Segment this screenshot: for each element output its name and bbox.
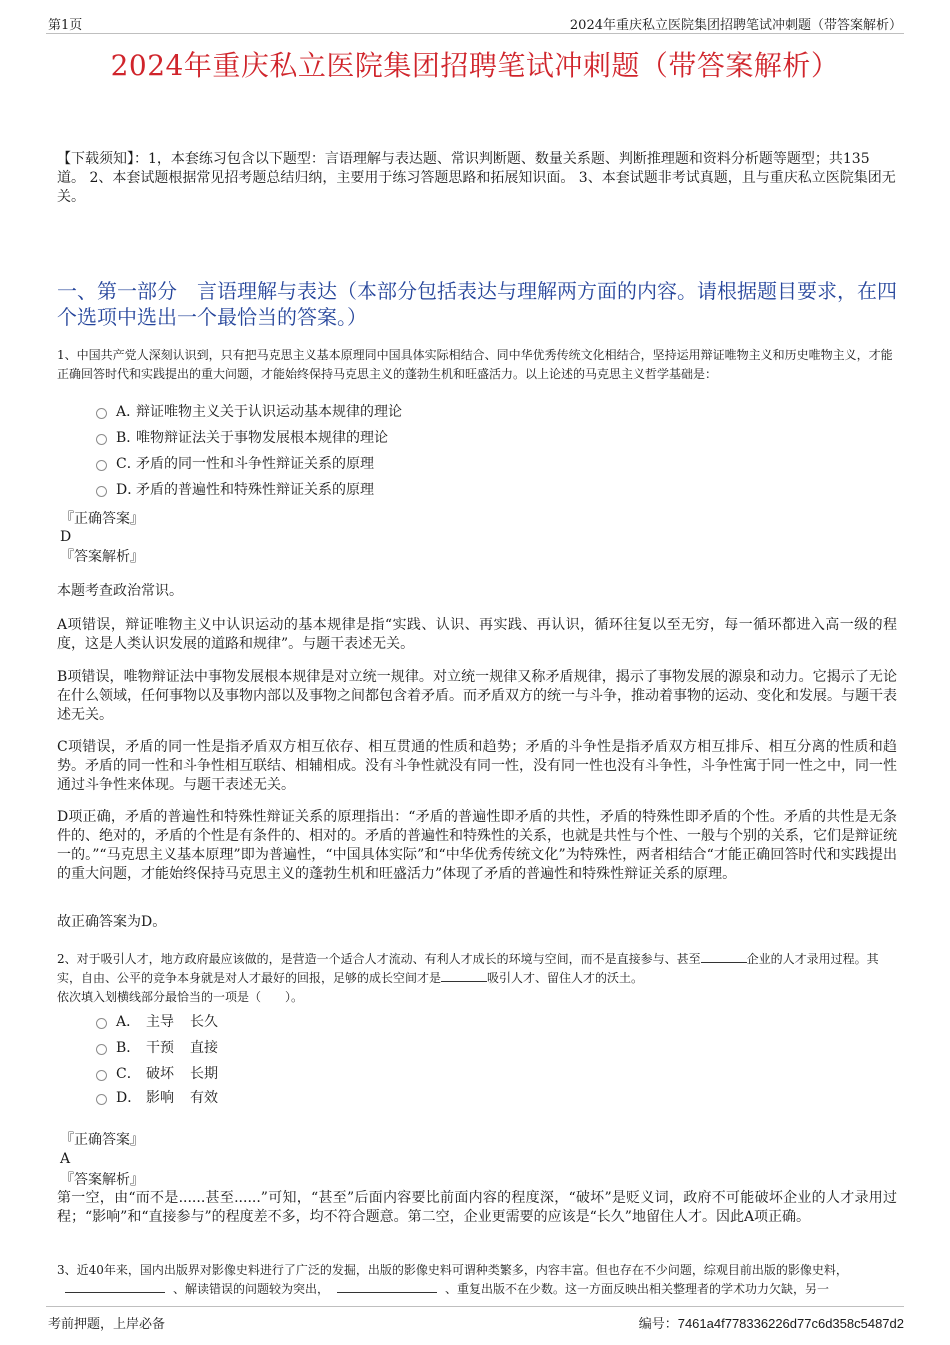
option-letter: B． — [116, 430, 141, 446]
radio-icon[interactable] — [96, 1044, 107, 1055]
option-word-2: 直接 — [190, 1040, 218, 1056]
q3-text-part1: 3、近40年来，国内出版界对影像史料进行了广泛的发掘，出版的影像史料可谓种类繁多，内容丰富。但也存在不少问题，综观目前出版的影像史料， — [57, 1263, 848, 1277]
header-doc-title: 2024年重庆私立医院集团招聘笔试冲刺题（带答案解析） — [569, 18, 902, 33]
radio-icon[interactable] — [96, 408, 107, 419]
q1-analysis-c: C项错误，矛盾的同一性是指矛盾双方相互依存、相互贯通的性质和趋势；矛盾的斗争性是指矛盾双方相互排斥、相互分离的性质和趋势。矛盾的同一性和斗争性相互联结、相辅相成。没有斗争性就没有同一性，没有同一性也没有斗争性，斗争性寓于同一性之中，同一性通过斗争性来体现。与题干表述无关。 — [57, 739, 897, 793]
page-number: 第1页 — [48, 18, 83, 33]
q2-analysis-label: 『答案解析』 — [60, 1172, 144, 1188]
option-letter: B． — [116, 1040, 141, 1056]
download-notice: 【下载须知】：1，本套练习包含以下题型：言语理解与表达题、常识判断题、数量关系题、判断推理题和资料分析题等题型；共135道。 2、本套试题根据常见招考题总结归纳，主要用于练习答题思路和拓展知识面。 3、本套试题非考试真题，且与重庆私立医院集团无关。 — [57, 151, 896, 205]
option-word-1: 破坏 — [146, 1066, 174, 1082]
q2-option-b[interactable] — [96, 1039, 218, 1057]
page-title: 2024年重庆私立医院集团招聘笔试冲刺题（带答案解析） — [110, 49, 840, 82]
q2-text-part2: 企业的人才录用过程。其实，自由、公平的竞争本身就是对人才最好的回报，足够的成长空间才是 — [57, 952, 879, 985]
q2-analysis: 第一空，由“而不是......甚至......”可知，“甚至”后面内容要比前面内容的程度深，“破坏”是贬义词，政府不可能破坏企业的人才录用过程；“影响”和“直接参与”的程度差不多，均不符合题意。第二空，企业更需要的应该是“长久”地留住人才。因此A项正确。 — [57, 1190, 897, 1225]
q2-option-a[interactable] — [96, 1013, 218, 1031]
option-text: 辩证唯物主义关于认识运动基本规律的理论 — [136, 404, 402, 420]
option-letter: C． — [116, 1066, 141, 1082]
radio-icon[interactable] — [96, 1094, 107, 1105]
q2-text-part1: 2、对于吸引人才，地方政府最应该做的，是营造一个适合人才流动、有利人才成长的环境与空间，而不是直接参与、甚至 — [57, 952, 701, 966]
q1-analysis-b: B项错误，唯物辩证法中事物发展根本规律是对立统一规律。对立统一规律又称矛盾规律，揭示了事物发展的源泉和动力。它揭示了无论在什么领域，任何事物以及事物内部以及事物之间都包含着矛盾。而矛盾双方的统一与斗争，推动着事物的运动、变化和发展。与题干表述无关。 — [57, 669, 897, 723]
q2-answer: A — [60, 1151, 71, 1167]
question-2-text — [57, 950, 897, 988]
radio-icon[interactable] — [96, 1070, 107, 1081]
option-letter: A． — [116, 404, 141, 420]
q1-option-b[interactable] — [96, 429, 388, 447]
radio-icon[interactable] — [96, 434, 107, 445]
q2-option-c[interactable] — [96, 1065, 218, 1083]
q3-text-part3: 、重复出版不在少数。这一方面反映出相关整理者的学术功力欠缺，另一 — [445, 1282, 830, 1296]
option-letter: A． — [116, 1014, 141, 1030]
option-text: 矛盾的同一性和斗争性辩证关系的原理 — [136, 456, 374, 472]
q2-answer-label: 『正确答案』 — [60, 1132, 144, 1148]
footer-code-value: 7461a4f778336226d77c6d358c5487d2 — [677, 1316, 904, 1331]
section-title: 一、第一部分 言语理解与表达（本部分包括表达与理解两方面的内容。请根据题目要求，在四个选项中选出一个最恰当的答案。） — [57, 279, 897, 329]
footer-slogan: 考前押题，上岸必备 — [48, 1317, 166, 1332]
option-letter: D． — [116, 1090, 142, 1106]
q1-option-a[interactable] — [96, 403, 402, 421]
option-word-2: 长期 — [190, 1066, 218, 1082]
footer-code — [639, 1313, 904, 1332]
option-word-1: 主导 — [146, 1014, 174, 1030]
q1-analysis-a: A项错误，辩证唯物主义中认识运动的基本规律是指“实践、认识、再实践、再认识，循环往复以至无穷，每一循环都进入高一级的程度，这是人类认识发展的道路和规律”。与题干表述无关。 — [57, 617, 897, 652]
q2-option-d[interactable] — [96, 1089, 218, 1107]
option-text: 唯物辩证法关于事物发展根本规律的理论 — [136, 430, 388, 446]
question-1-text: 1、中国共产党人深刻认识到，只有把马克思主义基本原理同中国具体实际相结合、同中华优秀传统文化相结合，坚持运用辩证唯物主义和历史唯物主义，才能正确回答时代和实践提出的重大问题，才能始终保持马克思主义的蓬勃生机和旺盛活力。以上论述的马克思主义哲学基础是： — [57, 348, 893, 381]
option-word-1: 干预 — [146, 1040, 174, 1056]
fill-blank-1 — [65, 1280, 165, 1293]
header-divider — [46, 33, 904, 34]
footer-divider — [46, 1306, 904, 1307]
q1-analysis-conclusion: 故正确答案为D。 — [57, 914, 167, 930]
option-word-2: 长久 — [190, 1014, 218, 1030]
footer-code-label: 编号： — [638, 1317, 678, 1332]
fill-blank-2 — [441, 969, 487, 982]
radio-icon[interactable] — [96, 486, 107, 497]
q1-analysis-intro: 本题考查政治常识。 — [57, 583, 183, 599]
q1-answer-label: 『正确答案』 — [60, 511, 144, 527]
q2-text-part3: 吸引人才、留住人才的沃土。 — [487, 971, 644, 985]
q2-prompt: 依次填入划横线部分最恰当的一项是（ ）。 — [57, 990, 304, 1004]
q3-text-part2: 、解读错误的问题较为突出， — [173, 1282, 330, 1296]
option-word-2: 有效 — [190, 1090, 218, 1106]
q1-answer: D — [60, 529, 72, 545]
q1-option-c[interactable] — [96, 455, 374, 473]
fill-blank-2 — [337, 1280, 437, 1293]
option-letter: C． — [116, 456, 141, 472]
q1-analysis-label: 『答案解析』 — [60, 549, 144, 565]
radio-icon[interactable] — [96, 1018, 107, 1029]
radio-icon[interactable] — [96, 460, 107, 471]
question-3-text — [57, 1261, 897, 1299]
fill-blank-1 — [701, 950, 747, 963]
option-word-1: 影响 — [146, 1090, 174, 1106]
option-text: 矛盾的普遍性和特殊性辩证关系的原理 — [136, 482, 374, 498]
q1-option-d[interactable] — [96, 481, 374, 499]
option-letter: D． — [116, 482, 142, 498]
q1-analysis-d: D项正确，矛盾的普遍性和特殊性辩证关系的原理指出：“矛盾的普遍性即矛盾的共性，矛盾的特殊性即矛盾的个性。矛盾的共性是无条件的、绝对的，矛盾的个性是有条件的、相对的。矛盾的普遍性和特殊性的关系，也就是共性与个性、一般与个别的关系，它们是辩证统一的。”“马克思主义基本原理”即为普遍性，“中国具体实际”和“中华优秀传统文化”为特殊性，两者相结合“才能正确回答时代和实践提出的重大问题，才能始终保持马克思主义的蓬勃生机和旺盛活力”体现了矛盾的普遍性和特殊性辩证关系的原理。 — [57, 809, 897, 882]
